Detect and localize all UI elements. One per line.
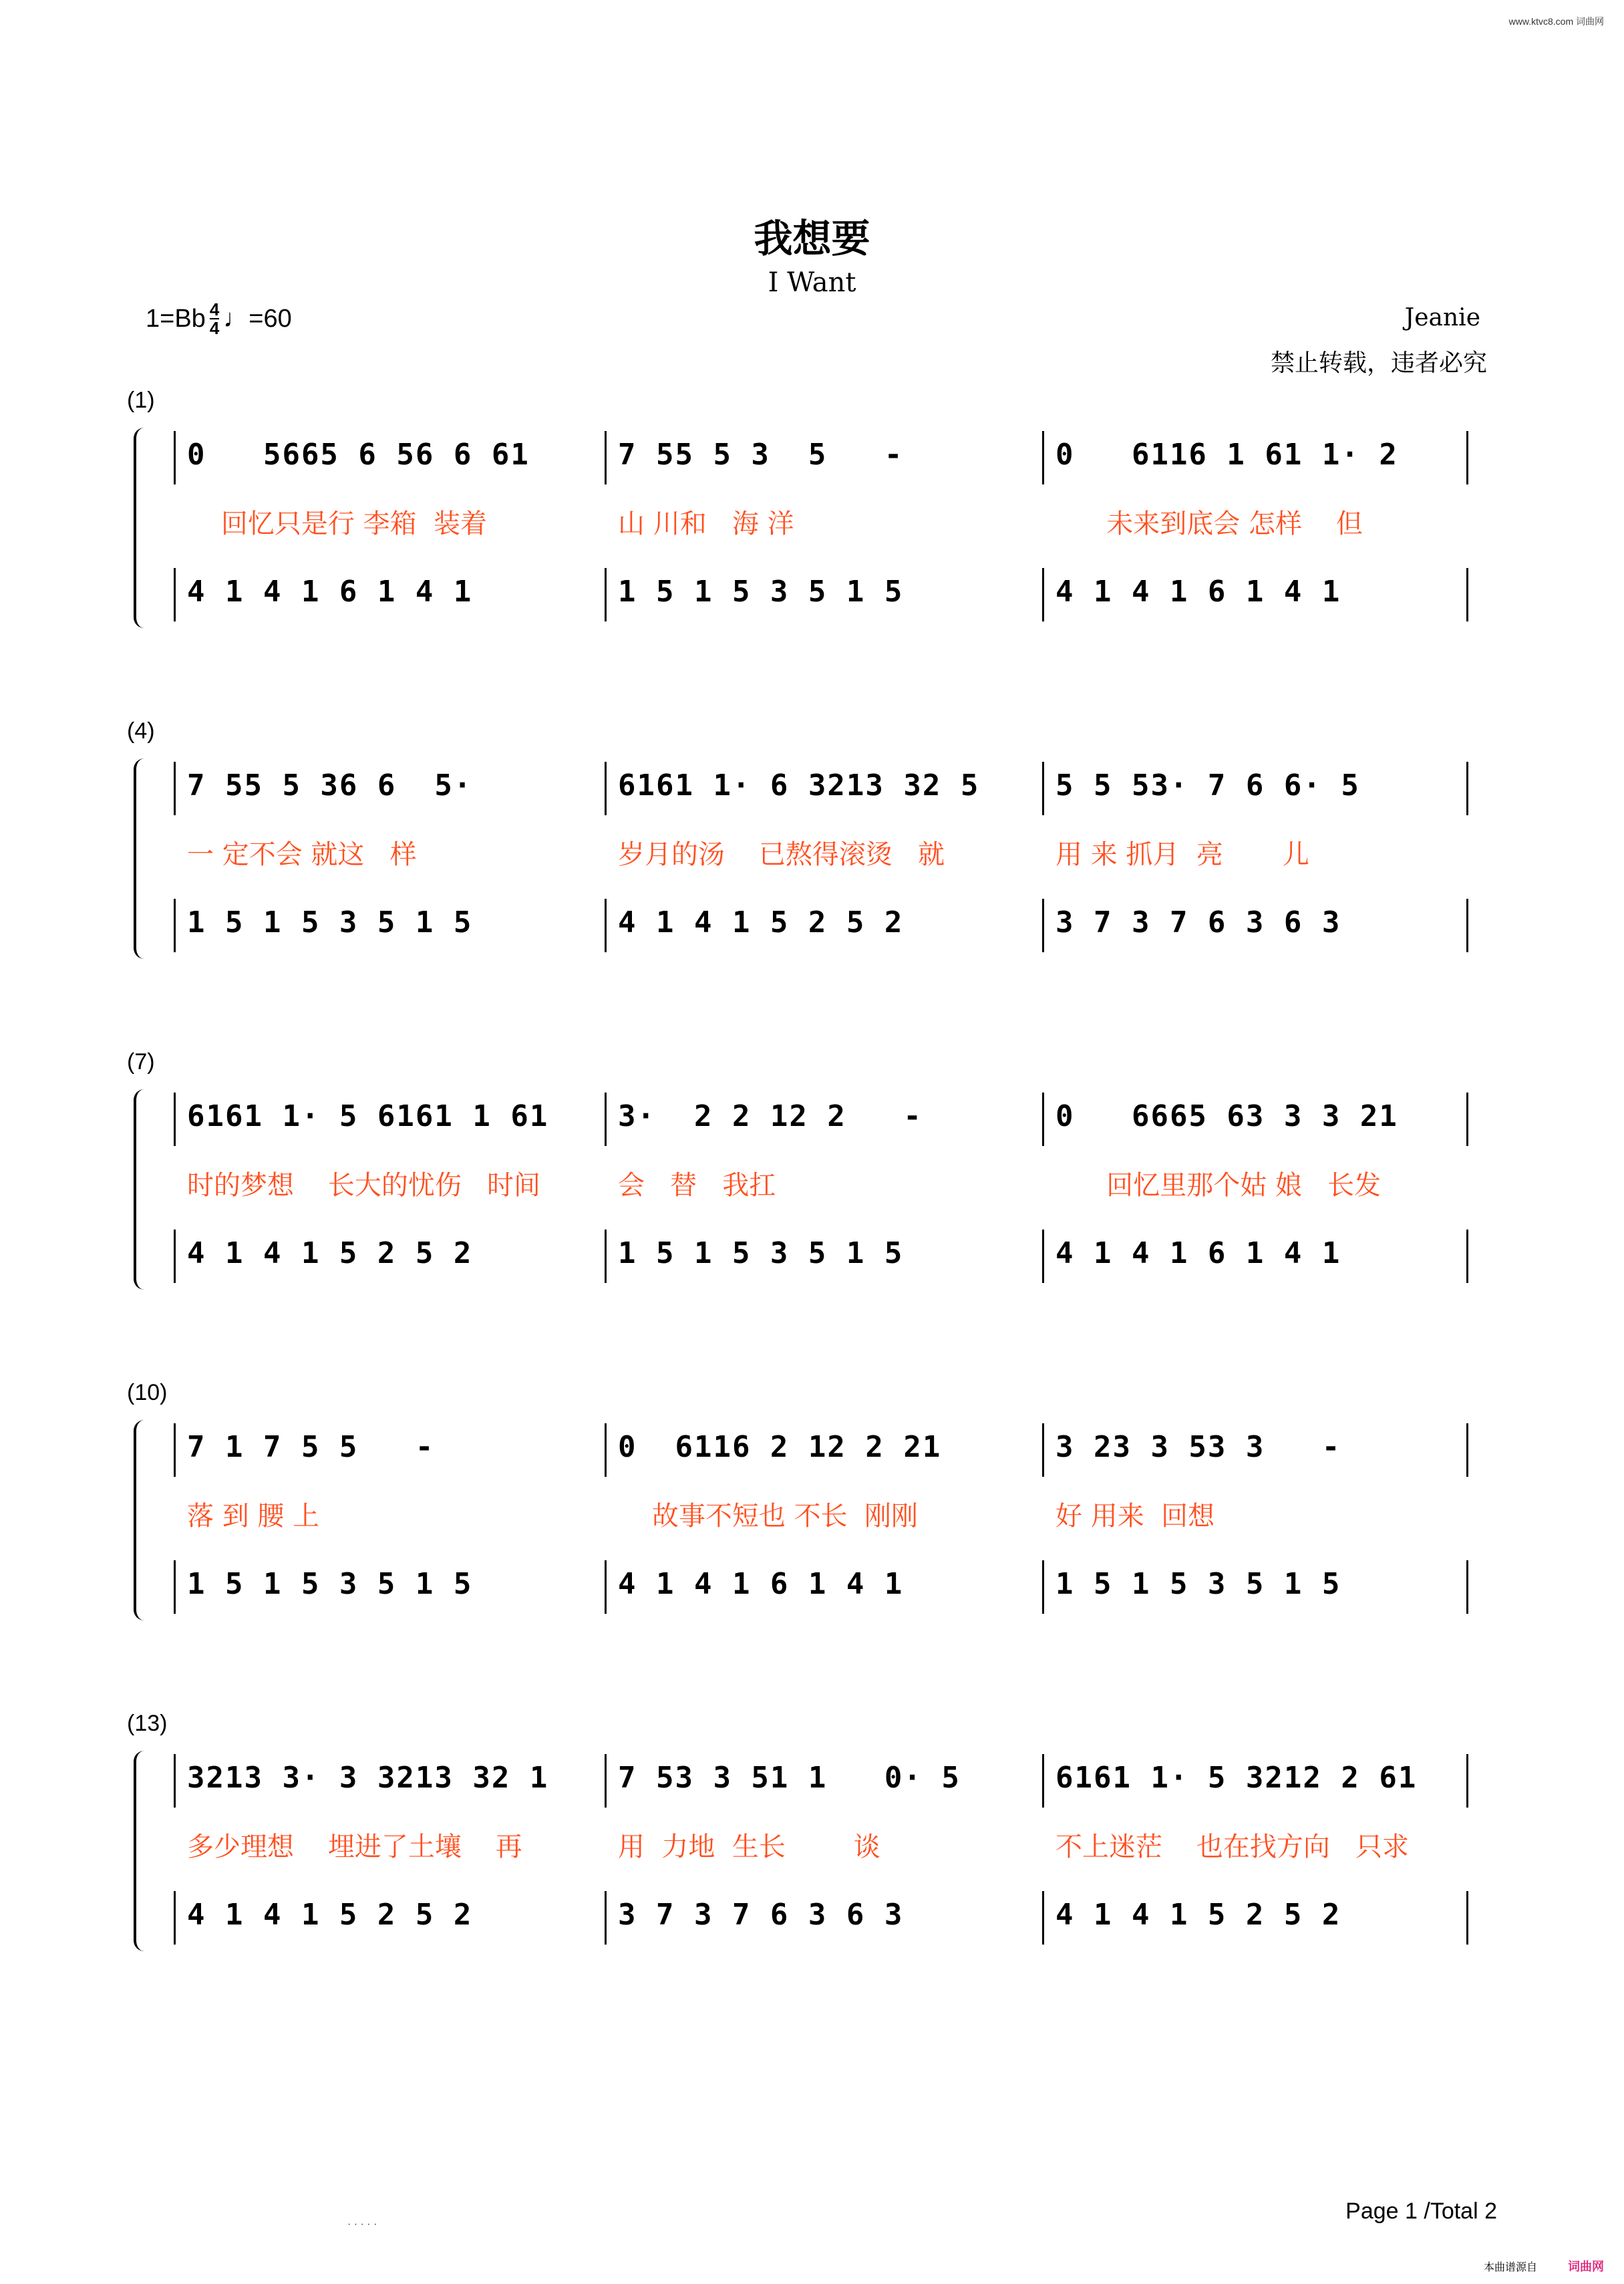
bass-measure: 4 1 4 1 6 1 4 1 xyxy=(618,1567,904,1601)
lyric-measure: 会 替 我扛 xyxy=(618,1170,776,1201)
bass-measure: 3 7 3 7 6 3 6 3 xyxy=(1055,905,1341,940)
song-subtitle: I Want xyxy=(768,267,856,298)
bass-measure: 1 5 1 5 3 5 1 5 xyxy=(187,905,473,940)
key-text: 1=Bb xyxy=(146,304,206,333)
melody-measure: 0 5665 6 56 6 61 xyxy=(187,438,530,472)
barline xyxy=(174,431,176,484)
bass-measure: 1 5 1 5 3 5 1 5 xyxy=(1055,1567,1341,1601)
barline xyxy=(174,1230,176,1283)
lyric-measure: 一 定不会 就这 样 xyxy=(187,839,417,870)
lyric-row xyxy=(187,1495,1480,1533)
melody-row xyxy=(187,1099,1480,1133)
page-indicator: Page 1 /Total 2 xyxy=(1345,2198,1497,2224)
score-system xyxy=(127,718,1486,959)
lyric-measure: 山 川和 海 洋 xyxy=(618,509,794,539)
melody-measure: 6161 1· 5 6161 1 61 xyxy=(187,1099,549,1133)
lyric-row xyxy=(187,503,1480,541)
melody-measure: 0 6665 63 3 3 21 xyxy=(1055,1099,1398,1133)
bass-measure: 4 1 4 1 5 2 5 2 xyxy=(187,1236,473,1270)
barline xyxy=(174,1754,176,1808)
bass-row xyxy=(187,905,1480,940)
melody-measure: 7 55 5 36 6 5· xyxy=(187,768,473,803)
barline xyxy=(174,568,176,621)
lyric-measure: 回忆里那个姑 娘 长发 xyxy=(1055,1170,1382,1201)
lyric-measure: 用 来 抓月 亮 儿 xyxy=(1055,839,1309,870)
bass-measure: 1 5 1 5 3 5 1 5 xyxy=(187,1567,473,1601)
system-number: (10) xyxy=(127,1380,168,1405)
system-number: (1) xyxy=(127,388,155,413)
time-bottom: 4 xyxy=(209,318,220,338)
melody-row xyxy=(187,1761,1480,1795)
melody-measure: 0 6116 2 12 2 21 xyxy=(618,1430,942,1464)
lyric-measure: 回忆只是行 李箱 装着 xyxy=(187,509,488,539)
melody-measure: 6161 1· 6 3213 32 5 xyxy=(618,768,980,803)
bass-measure: 3 7 3 7 6 3 6 3 xyxy=(618,1898,904,1932)
bass-measure: 4 1 4 1 6 1 4 1 xyxy=(1055,1236,1341,1270)
melody-measure: 5 5 53· 7 6 6· 5 xyxy=(1055,768,1360,803)
melody-measure: 0 6116 1 61 1· 2 xyxy=(1055,438,1398,472)
lyric-measure: 未来到底会 怎样 但 xyxy=(1055,509,1363,539)
barline xyxy=(174,762,176,815)
bass-measure: 4 1 4 1 5 2 5 2 xyxy=(187,1898,473,1932)
lyric-measure: 岁月的汤 已熬得滚烫 就 xyxy=(618,839,945,870)
barline xyxy=(174,1423,176,1477)
lyric-row xyxy=(187,833,1480,871)
footer-source: 本曲谱源自 xyxy=(1483,2262,1537,2273)
barline xyxy=(174,1560,176,1614)
melody-measure: 3213 3· 3 3213 32 1 xyxy=(187,1761,549,1795)
system-number: (4) xyxy=(127,718,155,744)
system-brace xyxy=(134,1089,148,1290)
time-top: 4 xyxy=(209,299,220,319)
score-system xyxy=(127,1711,1486,1951)
bass-measure: 4 1 4 1 5 2 5 2 xyxy=(1055,1898,1341,1932)
melody-measure: 7 55 5 3 5 - xyxy=(618,438,904,472)
copyright-notice: 禁止转载，违者必究 xyxy=(1270,349,1487,377)
footer-logo: 词曲网 xyxy=(1568,2260,1604,2273)
lyric-measure: 好 用来 回想 xyxy=(1055,1501,1215,1532)
tempo-text: ♩=60 xyxy=(223,304,292,333)
melody-measure: 6161 1· 5 3212 2 61 xyxy=(1055,1761,1418,1795)
system-number: (13) xyxy=(127,1711,168,1736)
bass-row xyxy=(187,1567,1480,1601)
bass-row xyxy=(187,1236,1480,1270)
system-number: (7) xyxy=(127,1049,155,1075)
melody-measure: 7 1 7 5 5 - xyxy=(187,1430,435,1464)
system-brace xyxy=(134,1420,148,1620)
bass-measure: 4 1 4 1 5 2 5 2 xyxy=(618,905,904,940)
header-url: www.ktvc8.com 词曲网 xyxy=(1508,16,1604,27)
lyric-measure: 不上迷茫 也在找方向 只求 xyxy=(1055,1832,1410,1862)
score-system xyxy=(127,1049,1486,1290)
song-title: 我想要 xyxy=(754,216,870,261)
bass-measure: 4 1 4 1 6 1 4 1 xyxy=(1055,575,1341,609)
barline xyxy=(174,1891,176,1945)
bass-measure: 4 1 4 1 6 1 4 1 xyxy=(187,575,473,609)
lyric-measure: 落 到 腰 上 xyxy=(187,1501,320,1532)
melody-measure: 3· 2 2 12 2 - xyxy=(618,1099,923,1133)
score-system xyxy=(127,1380,1486,1620)
system-brace xyxy=(134,1751,148,1951)
key-signature xyxy=(146,301,292,337)
footer-note: · · · · · xyxy=(347,2219,377,2230)
melody-measure: 3 23 3 53 3 - xyxy=(1055,1430,1341,1464)
barline xyxy=(174,1093,176,1146)
lyric-measure: 故事不短也 不长 刚刚 xyxy=(618,1501,919,1532)
system-brace xyxy=(134,758,148,959)
lyric-measure: 用 力地 生长 谈 xyxy=(618,1832,880,1862)
lyric-measure: 时的梦想 长大的忧伤 时间 xyxy=(187,1170,541,1201)
melody-row xyxy=(187,438,1480,472)
bass-row xyxy=(187,575,1480,609)
melody-row xyxy=(187,768,1480,803)
lyric-row xyxy=(187,1164,1480,1202)
bass-row xyxy=(187,1898,1480,1932)
bass-measure: 1 5 1 5 3 5 1 5 xyxy=(618,575,904,609)
time-signature xyxy=(210,301,219,337)
lyric-row xyxy=(187,1826,1480,1864)
barline xyxy=(174,899,176,952)
melody-row xyxy=(187,1430,1480,1464)
score-system xyxy=(127,388,1486,628)
composer: Jeanie xyxy=(1404,304,1480,331)
bass-measure: 1 5 1 5 3 5 1 5 xyxy=(618,1236,904,1270)
lyric-measure: 多少理想 埋进了土壤 再 xyxy=(187,1832,522,1862)
system-brace xyxy=(134,428,148,628)
melody-measure: 7 53 3 51 1 0· 5 xyxy=(618,1761,961,1795)
